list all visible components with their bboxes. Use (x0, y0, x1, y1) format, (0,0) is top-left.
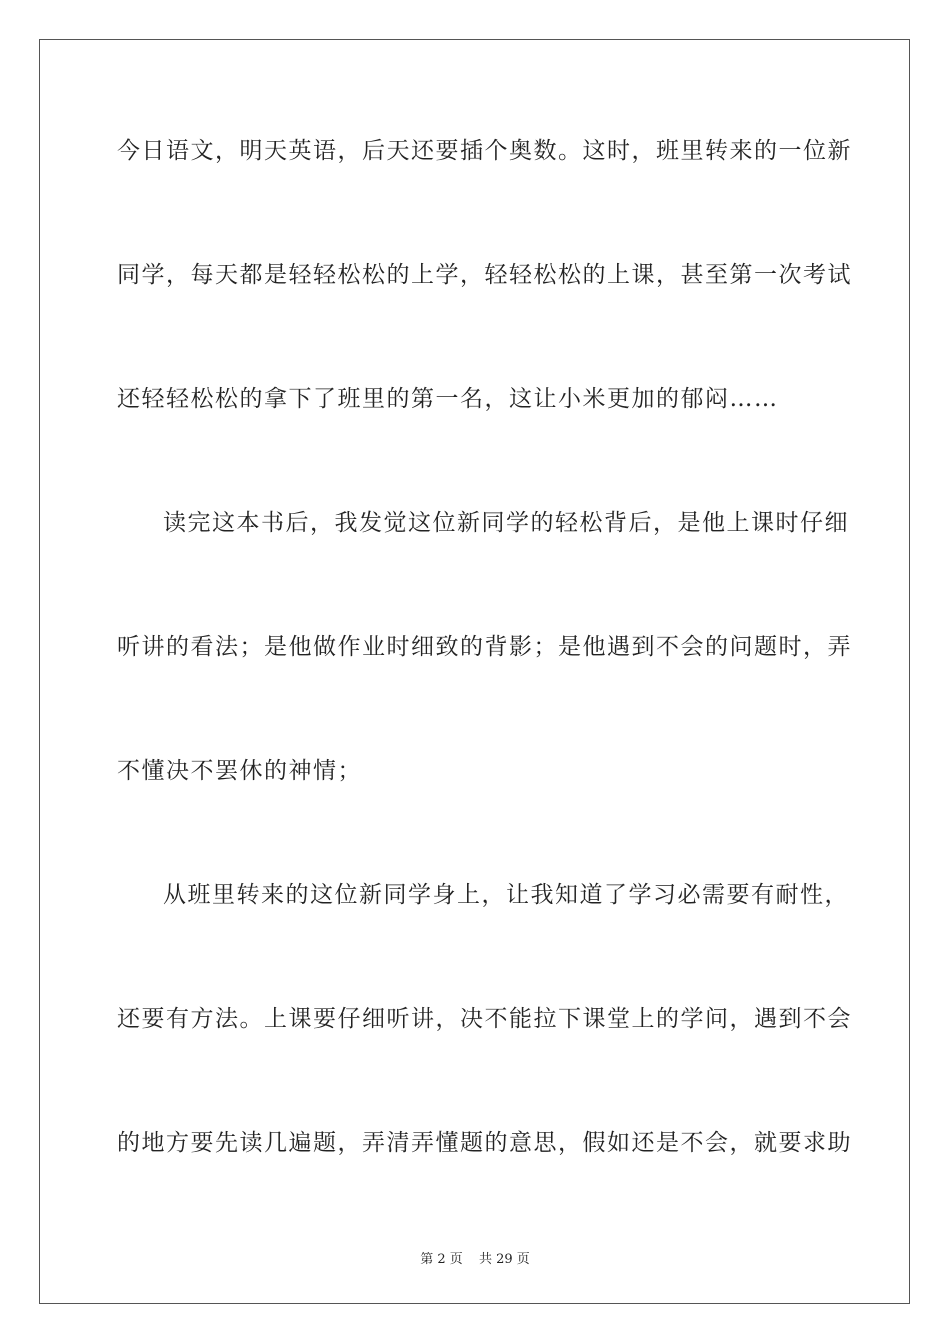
text-line-9: 的地方要先读几遍题，弄清弄懂题的意思，假如还是不会，就要求助 (117, 1130, 852, 1156)
page-number: 第 2 页 (420, 1252, 463, 1267)
text-line-7: 从班里转来的这位新同学身上，让我知道了学习必需要有耐性， (163, 882, 849, 908)
text-line-1: 今日语文，明天英语，后天还要插个奥数。这时，班里转来的一位新 (117, 138, 852, 164)
text-line-2: 同学，每天都是轻轻松松的上学，轻轻松松的上课，甚至第一次考试 (117, 262, 852, 288)
text-line-3: 还轻轻松松的拿下了班里的第一名，这让小米更加的郁闷…… (117, 386, 779, 412)
page-border (39, 39, 910, 1304)
text-line-8: 还要有方法。上课要仔细听讲，决不能拉下课堂上的学问，遇到不会 (117, 1006, 852, 1032)
text-line-5: 听讲的看法；是他做作业时细致的背影；是他遇到不会的问题时，弄 (117, 634, 852, 660)
text-line-4: 读完这本书后，我发觉这位新同学的轻松背后，是他上课时仔细 (163, 510, 849, 536)
text-line-6: 不懂决不罢休的神情； (117, 758, 362, 784)
page-footer (0, 1248, 950, 1267)
page-total: 共 29 页 (478, 1252, 530, 1267)
